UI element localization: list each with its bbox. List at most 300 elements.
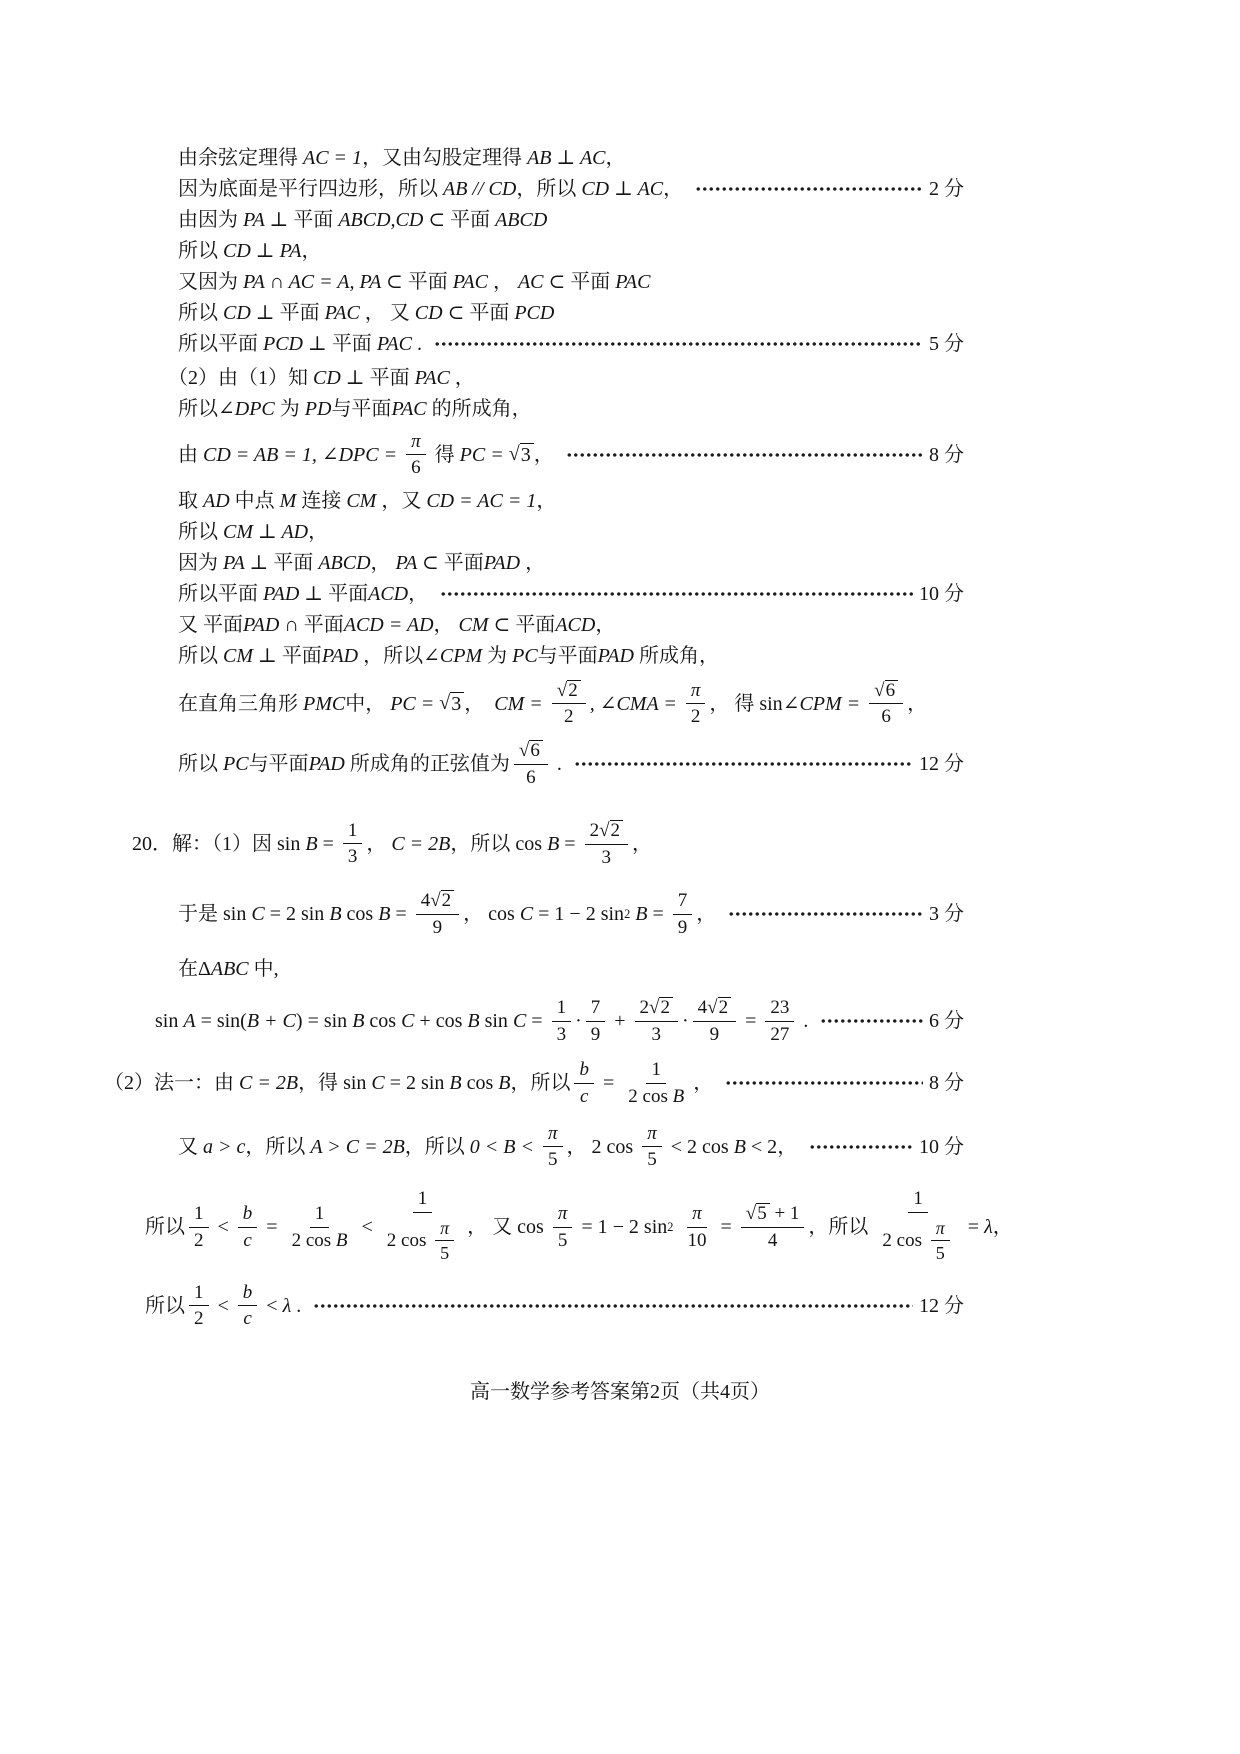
fraction: [623, 1059, 689, 1107]
numerator: [238, 1203, 258, 1227]
math-run: 3: [347, 846, 358, 868]
math-run: AD: [203, 490, 230, 513]
fraction: [514, 740, 548, 788]
text-run: ，: [693, 1072, 714, 1095]
math-run: ABCD: [495, 208, 548, 231]
fraction: [635, 997, 678, 1045]
math-run: PC =: [390, 692, 440, 715]
math-run: M: [279, 490, 297, 513]
math-run: 9: [432, 916, 443, 938]
square-root: [519, 740, 543, 762]
text-run: 20．解：（1）因: [132, 832, 277, 855]
fraction: [686, 680, 706, 728]
radical-icon: √: [599, 819, 610, 841]
math-run: CM =: [494, 692, 548, 715]
radicand: [441, 890, 455, 912]
math-run: PAC: [391, 397, 427, 420]
math-run: PAD ∩: [243, 614, 304, 637]
numerator: [586, 997, 606, 1021]
math-run: AB ⊥ AC: [527, 146, 606, 169]
math-run: 5: [440, 1242, 450, 1263]
math-run: 5: [557, 1229, 568, 1251]
math-run: 9: [677, 916, 688, 938]
math-run: <: [356, 1216, 378, 1239]
text-run: ，: [566, 1135, 592, 1158]
text-run: 所以: [178, 397, 218, 420]
math-run: c: [243, 1308, 252, 1330]
score-label: 8 分: [929, 1072, 964, 1095]
text-run: ，所以: [404, 1135, 470, 1158]
denominator: [428, 915, 448, 938]
math-run: ABCD,CD ⊂: [338, 208, 451, 231]
text-run: ，: [370, 552, 396, 575]
text-run: ，所以: [245, 1135, 311, 1158]
numerator: [553, 1203, 573, 1227]
math-run: PAD: [597, 645, 634, 668]
text-run: 中,: [248, 957, 279, 980]
text-run: ，: [433, 614, 459, 637]
numerator: [869, 680, 903, 705]
math-run: 1: [417, 1188, 428, 1210]
math-run: CM ⊥: [223, 645, 282, 668]
math-run: PA ⊥: [243, 208, 294, 231]
math-run: ABCD: [318, 552, 371, 575]
math-run: 7: [590, 997, 601, 1019]
line-content: [178, 519, 328, 545]
fraction: [553, 1203, 573, 1251]
text-run: 平面: [369, 366, 415, 389]
math-run: 10: [687, 1229, 707, 1251]
text-run: 由因为: [178, 208, 243, 231]
math-run: π: [548, 1122, 558, 1144]
solution-line: [0, 1056, 964, 1110]
math-run: CD ⊂: [414, 301, 470, 324]
math-run: cos: [515, 832, 548, 855]
solution-line: [0, 142, 964, 173]
math-run: = 1 − 2 sin: [533, 903, 625, 926]
math-run: CM ⊂: [458, 614, 516, 637]
math-run: PAD: [321, 645, 359, 668]
math-run: <: [261, 1294, 283, 1317]
line-content: [178, 1120, 797, 1174]
score-label: 5 分: [929, 332, 964, 355]
numerator: [574, 1059, 594, 1083]
math-run: 2 cos: [591, 1135, 639, 1158]
numerator: [673, 890, 693, 914]
math-run: 6: [526, 766, 536, 788]
math-run: π: [647, 1122, 657, 1144]
math-run: ABC: [210, 957, 249, 980]
math-run: PAD: [483, 552, 521, 575]
fraction: [693, 997, 736, 1045]
math-run: PAD: [308, 752, 345, 775]
text-run: 平面: [281, 645, 322, 668]
radical-icon: √: [439, 692, 451, 715]
math-run: A > C = 2B: [310, 1135, 405, 1158]
math-run: 9: [709, 1024, 720, 1046]
math-run: < 2 cos: [665, 1135, 734, 1158]
text-run: 平面: [279, 301, 325, 324]
text-run: 的所成角，: [426, 397, 532, 420]
math-run: PC: [223, 752, 249, 775]
line-content: [178, 643, 719, 669]
text-run: ，所以: [808, 1216, 874, 1239]
text-run: 所以: [145, 1294, 185, 1317]
text-run: ，: [533, 443, 554, 466]
math-run: 5: [757, 1203, 767, 1225]
fraction: [682, 1203, 711, 1251]
math-run: 2: [690, 706, 701, 728]
math-run: =: [261, 1216, 283, 1239]
text-run: 所以平面: [178, 332, 263, 355]
numerator: [413, 1188, 433, 1212]
line-content: [178, 269, 650, 295]
text-run: ，: [907, 692, 928, 715]
text-run: 所以: [178, 239, 223, 262]
math-run: 3: [651, 1024, 661, 1046]
math-run: b: [579, 1059, 589, 1081]
numerator: [343, 820, 363, 844]
denominator: [552, 1022, 572, 1045]
math-run: cos: [517, 1216, 549, 1239]
numerator: [238, 1282, 258, 1306]
math-run: 2: [639, 997, 650, 1019]
solution-line: [0, 428, 964, 482]
numerator: [552, 997, 572, 1021]
square-root: [557, 680, 581, 702]
dots-leader: [695, 186, 923, 192]
math-run: 6: [530, 739, 540, 761]
math-run: = sin(: [195, 1010, 247, 1033]
text-run: ，所以: [510, 1072, 571, 1095]
math-run: 1: [651, 1059, 661, 1081]
text-run: 平面: [570, 270, 616, 293]
math-run: π: [557, 1203, 568, 1225]
fraction: [741, 1203, 805, 1251]
math-run: PC: [512, 645, 538, 668]
text-run: .: [798, 1010, 809, 1033]
numerator: [435, 1218, 454, 1241]
denominator: [559, 704, 579, 727]
fraction: [552, 997, 572, 1045]
math-run: C: [519, 903, 534, 926]
solution-line: [0, 548, 964, 579]
math-run: sin: [277, 832, 306, 855]
math-run: AB // CD: [443, 177, 517, 200]
math-run: 0 < B <: [469, 1135, 539, 1158]
fraction: [585, 820, 628, 868]
math-run: + cos: [414, 1010, 468, 1033]
math-run: 3: [451, 693, 462, 716]
text-run: 与平面: [537, 645, 598, 668]
math-run: <: [212, 1216, 234, 1239]
text-run: ， 又: [467, 1216, 518, 1239]
text-run: ， 又: [359, 301, 415, 324]
text-run: 平面: [331, 332, 377, 355]
numerator: [585, 820, 628, 845]
radicand: [520, 443, 534, 466]
math-run: PMC: [303, 692, 346, 715]
denominator: [931, 1241, 950, 1263]
math-run: CD ⊥ AC: [581, 177, 664, 200]
text-run: ，: [632, 832, 653, 855]
fraction: [287, 1203, 353, 1251]
numerator: [514, 740, 548, 765]
math-run: B: [305, 832, 318, 855]
text-run: ，得: [298, 1072, 344, 1095]
solution-line: [0, 266, 964, 297]
text-run: 于是: [178, 903, 223, 926]
math-run: PD: [304, 397, 332, 420]
math-run: = 1 − 2 sin: [576, 1216, 668, 1239]
math-run: cos: [364, 1010, 402, 1033]
denominator: [765, 1022, 794, 1045]
math-run: π: [411, 431, 421, 452]
math-run: C: [251, 903, 265, 926]
score-label: 10 分: [919, 583, 964, 606]
line-content: [178, 581, 428, 607]
text-run: 取: [178, 490, 203, 513]
numerator: [765, 997, 794, 1021]
math-run: 2: [568, 679, 578, 701]
numerator: [687, 1203, 707, 1227]
math-run: PAC: [324, 301, 360, 324]
line-content: 所以 $\frac{1}{2}$ < $\frac{b}{c}$ = 1 2 cos B < 1 2 cos $\frac{\pi}{5}$ ， 又 cos $\frac{\pi}{5}$ = 1 − 2 sin 2 $\frac{\pi}{10}$ = √ 5 + 1 4 ，所以 1 2 cos $\frac{\pi}{5}$ = λ ，: [145, 1185, 1013, 1269]
solution-line: [0, 994, 964, 1048]
math-run: C: [401, 1010, 415, 1033]
math-run: cos: [461, 1072, 499, 1095]
math-run: B: [467, 1010, 480, 1033]
numerator: [189, 1282, 209, 1306]
square-root: [649, 997, 673, 1019]
score-label: 3 分: [929, 903, 964, 926]
fraction: [238, 1203, 258, 1251]
line-content: [178, 207, 547, 233]
math-run: +: [609, 1010, 631, 1033]
text-run: 由: [178, 443, 203, 466]
math-run: =: [647, 903, 669, 926]
fraction: [435, 1218, 454, 1263]
math-run: CD ⊥ PA: [223, 239, 302, 262]
math-run: =: [317, 832, 339, 855]
score-label: 12 分: [919, 752, 964, 775]
denominator: [646, 1022, 666, 1045]
text-run: 所以平面: [178, 583, 263, 606]
text-run: ，: [777, 1135, 798, 1158]
square-root: [746, 1203, 770, 1225]
math-run: 9: [590, 1023, 601, 1045]
math-run: 4: [420, 890, 431, 912]
radical-icon: √: [556, 679, 568, 701]
math-run: 1: [913, 1188, 923, 1210]
fraction: [238, 1282, 258, 1330]
math-run: sin: [759, 692, 783, 715]
square-root: [874, 680, 898, 702]
square-root: [439, 692, 464, 715]
radical-icon: √: [707, 997, 718, 1019]
math-run: ∠DPC: [218, 397, 275, 420]
text-run: 中点: [229, 490, 280, 513]
numerator: [908, 1188, 928, 1212]
text-run: 平面: [407, 270, 453, 293]
math-run: CD = AC = 1: [426, 490, 537, 513]
line-content: [178, 677, 927, 731]
fraction: [673, 890, 693, 938]
denominator: [586, 1022, 606, 1045]
math-run: <: [212, 1294, 234, 1317]
math-run: PAC: [376, 332, 413, 355]
math-run: =: [390, 903, 412, 926]
text-run: ，: [366, 832, 392, 855]
math-run: , ∠CMA =: [589, 692, 682, 715]
math-run: PA ⊥: [223, 552, 274, 575]
text-run: ，: [408, 583, 429, 606]
math-run: < 2: [745, 1135, 778, 1158]
text-run: 所成角，: [633, 645, 719, 668]
text-run: 平面: [450, 208, 496, 231]
denominator: [597, 845, 617, 868]
line-content: [178, 238, 321, 264]
square-root: [509, 443, 534, 466]
math-run: 2: [660, 997, 670, 1019]
math-run: 1: [194, 1203, 204, 1225]
math-run: B: [329, 903, 342, 926]
text-run: 所以: [178, 645, 223, 668]
text-run: ，: [663, 177, 684, 200]
text-run: .: [551, 752, 562, 775]
text-run: ，: [463, 903, 489, 926]
text-run: ，又由勾股定理得: [362, 146, 528, 169]
fraction: [642, 1123, 662, 1171]
text-run: 平面: [443, 552, 484, 575]
dots-leader: [313, 1303, 913, 1309]
numerator: [646, 1059, 666, 1083]
math-run: CM: [346, 490, 377, 513]
fraction: [406, 431, 426, 479]
math-run: λ: [282, 1294, 292, 1317]
denominator: [876, 704, 896, 727]
text-run: 平面: [273, 552, 319, 575]
numerator: [552, 680, 586, 705]
text-run: .: [412, 332, 423, 355]
line-content: [178, 331, 422, 357]
math-run: + 1: [769, 1203, 800, 1225]
numerator: [686, 680, 706, 704]
math-run: 1: [347, 820, 358, 842]
solution-line: [0, 1185, 1013, 1269]
line-content: [132, 817, 652, 871]
math-run: 2: [589, 820, 600, 842]
line-content: [178, 176, 683, 202]
math-run: CD = AB = 1, ∠DPC =: [203, 443, 403, 466]
denominator: [673, 915, 693, 938]
numerator: [543, 1123, 563, 1147]
math-run: PCD: [514, 301, 555, 324]
solution-line: [0, 641, 964, 672]
math-run: a > c: [203, 1135, 246, 1158]
math-run: 4: [697, 997, 708, 1019]
text-run: ，: [308, 521, 329, 544]
numerator: [189, 1203, 209, 1227]
solution-line: [0, 1279, 964, 1333]
dots-leader: [574, 761, 913, 767]
math-run: 2 cos: [882, 1229, 927, 1251]
math-run: PAC: [615, 270, 651, 293]
math-run: 3: [601, 846, 612, 868]
math-run: =: [715, 1216, 737, 1239]
radical-icon: √: [430, 890, 441, 911]
math-run: 3: [520, 444, 531, 467]
math-run: sin: [223, 903, 252, 926]
math-run: 4: [767, 1230, 778, 1252]
denominator: [686, 704, 706, 727]
fraction: [765, 997, 794, 1045]
math-run: PAC: [414, 366, 450, 389]
text-run: ，: [595, 614, 616, 637]
math-run: 2: [194, 1229, 204, 1251]
radical-icon: √: [508, 443, 520, 466]
text-run: 又因为: [178, 270, 243, 293]
fraction: [189, 1203, 209, 1251]
math-run: π: [692, 1203, 702, 1225]
fraction: [869, 680, 903, 728]
solution-line: [0, 362, 964, 393]
text-run: ，所以: [516, 177, 582, 200]
score-label: 12 分: [919, 1294, 964, 1317]
solution-line: [0, 610, 964, 641]
solution-line: [0, 737, 964, 791]
text-run: 由余弦定理得: [178, 146, 303, 169]
text-run: 在直角三角形: [178, 692, 303, 715]
text-run: ，: [536, 490, 557, 513]
text-run: （2）由（1）知: [168, 366, 313, 389]
solution-line: [0, 677, 964, 731]
fraction: [586, 997, 606, 1045]
text-run: 所以: [178, 521, 223, 544]
math-run: c: [580, 1085, 589, 1107]
math-run: Δ: [198, 957, 211, 980]
math-run: C: [371, 1072, 385, 1095]
math-run: 5: [647, 1149, 657, 1171]
line-content: [145, 1279, 301, 1333]
math-run: sin: [343, 1072, 372, 1095]
math-run: B: [449, 1072, 462, 1095]
math-run: C: [512, 1010, 527, 1033]
solution-line: [0, 579, 964, 610]
denominator: [343, 844, 363, 867]
math-run: π: [440, 1217, 450, 1238]
math-run: B: [335, 1229, 348, 1251]
text-run: 平面: [303, 614, 344, 637]
math-run: 5: [935, 1242, 945, 1263]
math-run: PC =: [459, 443, 509, 466]
solution-line: [0, 297, 964, 328]
numerator: [635, 997, 678, 1022]
math-run: B: [547, 832, 560, 855]
math-run: 1: [194, 1282, 204, 1304]
math-run: B: [352, 1010, 365, 1033]
radicand: [567, 680, 581, 702]
text-run: 又: [178, 1135, 203, 1158]
math-run: [673, 1214, 678, 1240]
denominator: [189, 1228, 209, 1251]
fraction: [416, 890, 459, 938]
radical-icon: √: [874, 679, 885, 701]
math-run: 2 cos: [386, 1229, 432, 1251]
math-run: ) = sin: [295, 1010, 353, 1033]
solution-line: [0, 486, 964, 517]
dots-leader: [434, 341, 923, 347]
